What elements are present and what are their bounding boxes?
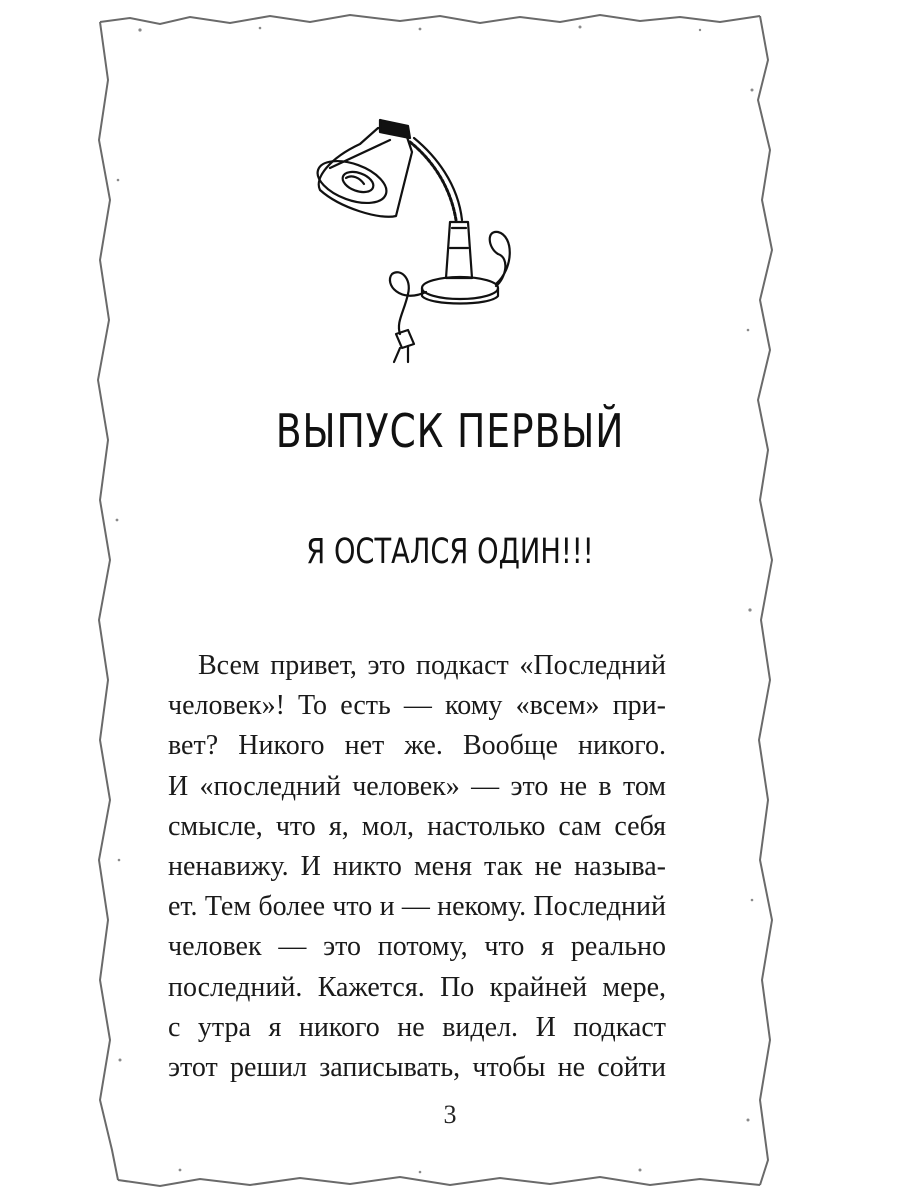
text-line: этот решил записывать, чтобы не сойти — [168, 1051, 666, 1083]
text-line: ет. Тем более что и — некому. Последний — [168, 891, 666, 923]
text-line: Всем привет, это подкаст «Последний — [198, 650, 666, 681]
chapter-title: ВЫПУСК ПЕРВЫЙ — [275, 404, 625, 458]
text-line: последний. Кажется. По крайней мере, — [168, 971, 666, 1003]
body-text — [168, 646, 666, 1088]
page-number: 3 — [443, 1100, 457, 1129]
text-line: смысле, что я, мол, настолько сам себя — [168, 810, 666, 842]
text-line: ненавижу. И никто меня так не называ- — [168, 850, 666, 882]
text-line: И «последний человек» — это не в том — [168, 770, 666, 802]
chapter-subtitle: Я ОСТАЛСЯ ОДИН!!! — [306, 532, 594, 572]
text-line: с утра я никого не видел. И подкаст — [168, 1011, 666, 1043]
desk-lamp-icon — [300, 108, 530, 368]
text-line: вет? Никого нет же. Вообще никого. — [168, 730, 666, 762]
text-line: человек — это потому, что я реально — [168, 931, 666, 963]
text-line: человек»! То есть — кому «всем» при- — [168, 690, 666, 722]
